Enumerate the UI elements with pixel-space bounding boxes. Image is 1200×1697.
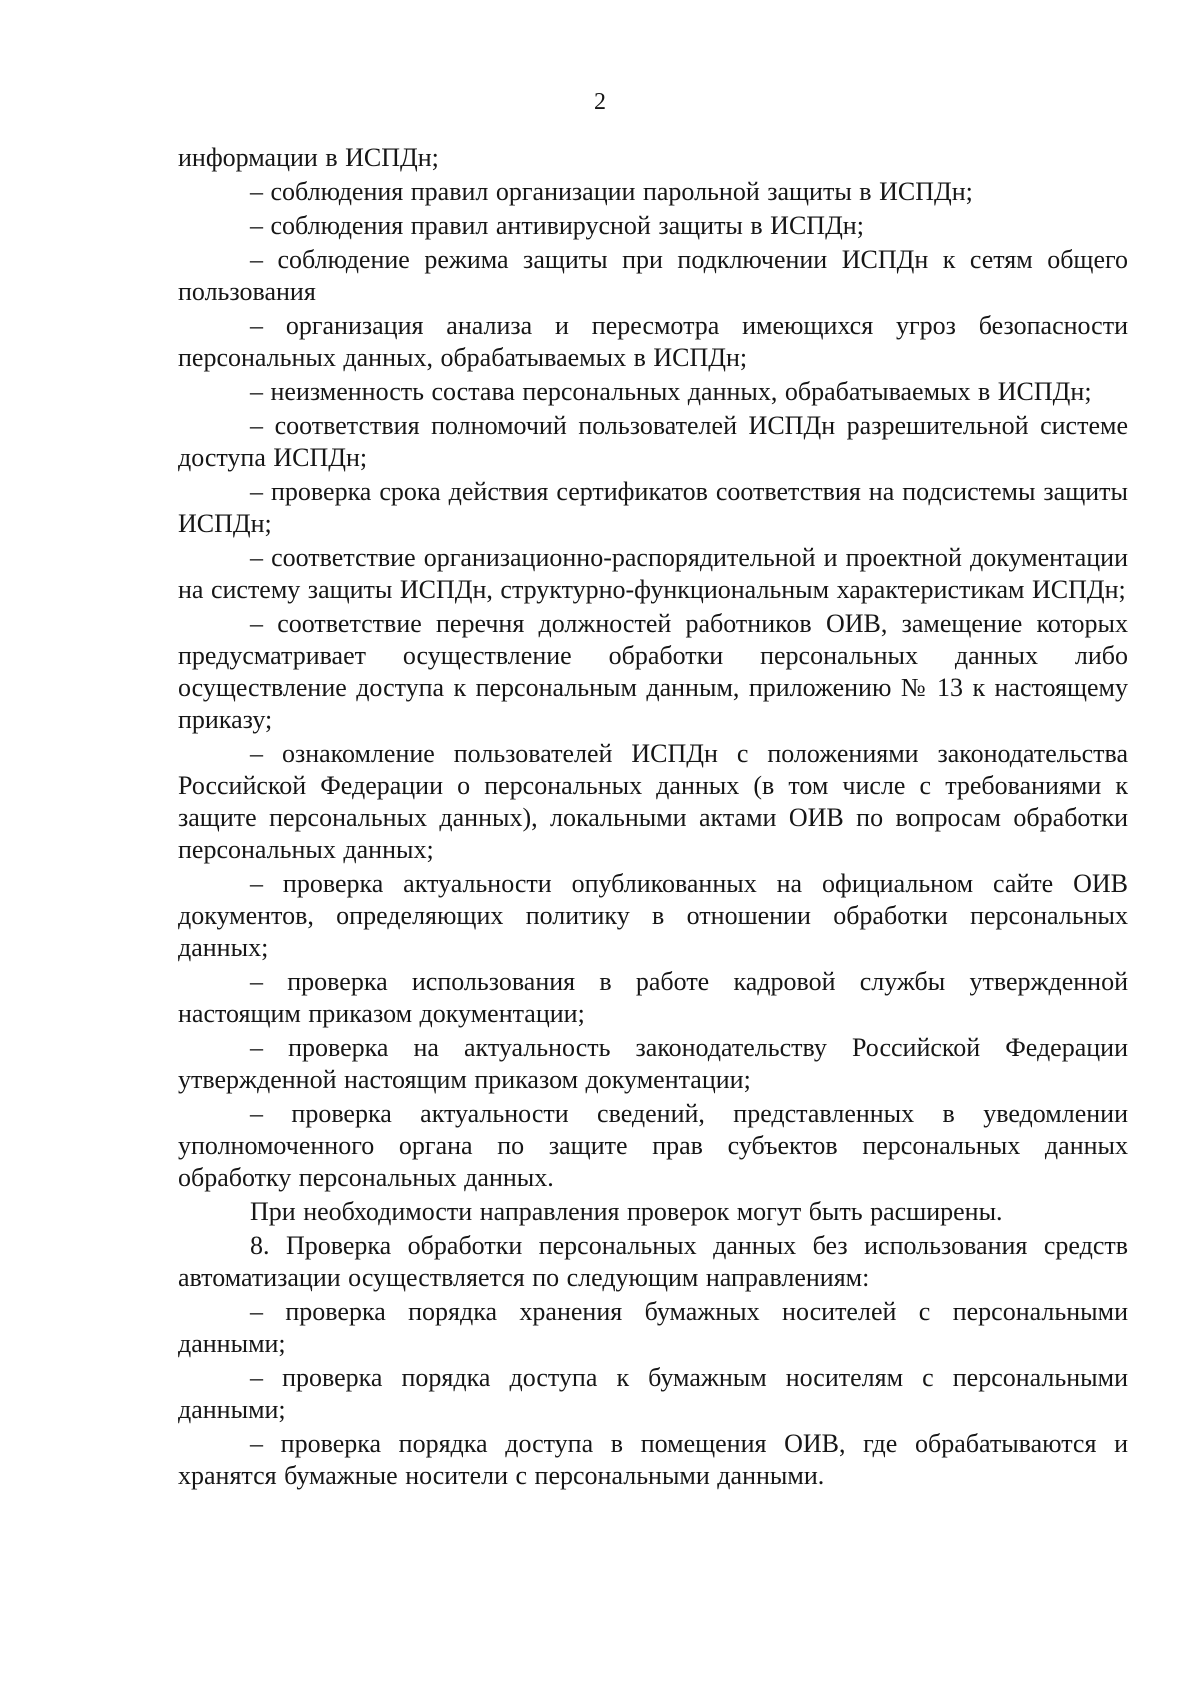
document-body: [178, 142, 1128, 1492]
page-number: 2: [594, 89, 606, 115]
list-item: – проверка порядка доступа к бумажным носителям с персональными данными;: [178, 1363, 1128, 1424]
list-item: – соответствие организационно-распорядительной и проектной документации на систему защиты ИСПДн, структурно-функциональным характеристикам ИСПДн;: [178, 543, 1128, 604]
paragraph-continuation: информации в ИСПДн;: [178, 143, 439, 172]
list-item: – проверка порядка доступа в помещения ОИВ, где обрабатываются и хранятся бумажные носители с персональными данными.: [178, 1429, 1128, 1490]
list-item: – проверка использования в работе кадровой службы утвержденной настоящим приказом документации;: [178, 967, 1128, 1028]
list-item: – соответствие перечня должностей работников ОИВ, замещение которых предусматривает осуществление обработки персональных данных либо осуществление доступа к персональным данным, приложению № 13 к настоящему приказу;: [178, 609, 1128, 734]
list-item: – проверка на актуальность законодательству Российской Федерации утвержденной настоящим приказом документации;: [178, 1033, 1128, 1094]
list-item: – неизменность состава персональных данных, обрабатываемых в ИСПДн;: [250, 377, 1092, 406]
list-item: – соответствия полномочий пользователей ИСПДн разрешительной системе доступа ИСПДн;: [178, 411, 1128, 472]
list-item: – проверка актуальности опубликованных на официальном сайте ОИВ документов, определяющих политику в отношении обработки персональных данных;: [178, 869, 1128, 962]
list-item: – ознакомление пользователей ИСПДн с положениями законодательства Российской Федерации о персональных данных (в том числе с требованиями к защите персональных данных), локальными актами ОИВ по вопросам обработки персональных данных;: [178, 739, 1128, 864]
list-item: – соблюдения правил организации парольной защиты в ИСПДн;: [250, 177, 973, 206]
list-item: – проверка порядка хранения бумажных носителей с персональными данными;: [178, 1297, 1128, 1358]
paragraph-note: При необходимости направления проверок могут быть расширены.: [250, 1197, 1003, 1226]
section-paragraph-8: 8. Проверка обработки персональных данных без использования средств автоматизации осуществляется по следующим направлениям:: [178, 1231, 1128, 1292]
list-item: – проверка срока действия сертификатов соответствия на подсистемы защиты ИСПДн;: [178, 477, 1128, 538]
list-item: – соблюдение режима защиты при подключении ИСПДн к сетям общего пользования: [178, 245, 1128, 306]
list-item: – организация анализа и пересмотра имеющихся угроз безопасности персональных данных, обрабатываемых в ИСПДн;: [178, 311, 1128, 372]
list-item: – соблюдения правил антивирусной защиты в ИСПДн;: [250, 211, 864, 240]
list-item: – проверка актуальности сведений, представленных в уведомлении уполномоченного органа по защите прав субъектов персональных данных обработку персональных данных.: [178, 1099, 1128, 1192]
